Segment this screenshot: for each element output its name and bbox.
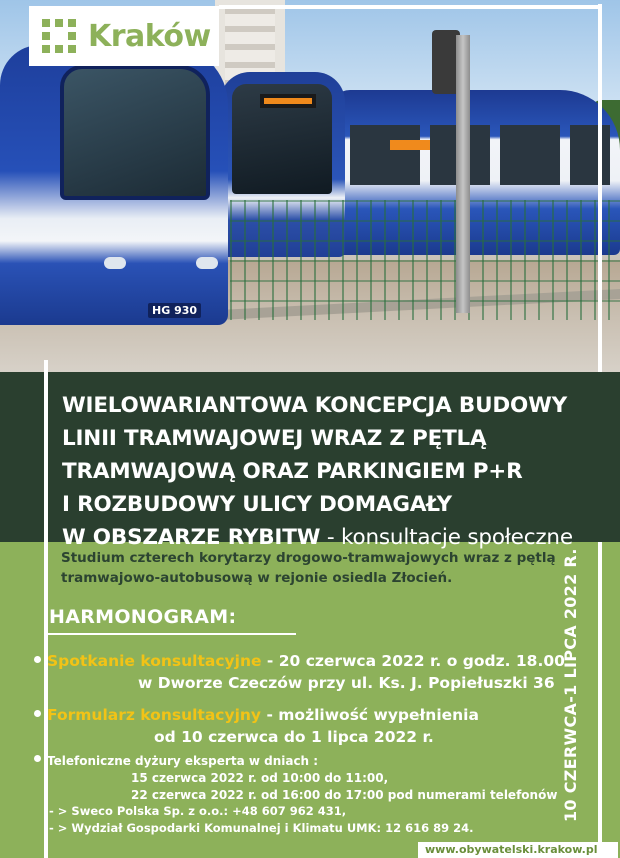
meeting-date: - 20 czerwca 2022 r. o godz. 18.00 [261,652,565,670]
tram-window [500,125,560,185]
title-line: WIELOWARIANTOWA KONCEPCJA BUDOWY [62,393,567,418]
contact-item: - > Wydział Gospodarki Komunalnej i Klimatu UMK: 12 616 89 24. [49,821,474,835]
signal-pole [456,35,470,313]
consultation-date-range: 10 CZERWCA-1 LIPCA 2022 R. [561,548,580,822]
title-last-main: W OBSZARZE RYBITW [62,525,321,550]
tram-front [0,45,228,325]
bullet-icon [34,656,41,663]
tram-destination-sign [260,94,316,108]
tram-destination-sign [390,140,430,150]
form-label: Formularz konsultacyjny [47,706,262,724]
main-title [62,389,602,554]
lead-paragraph [61,548,581,588]
krakow-logo-icon [42,19,76,53]
phone-slot: 22 czerwca 2022 r. od 16:00 do 17:00 pod numerami telefonów [131,788,558,802]
bullet-icon [34,755,41,762]
tram-headlight [196,257,218,269]
schedule-item-meeting [34,650,565,694]
schedule-item-form [34,704,479,748]
lead-line: Studium czterech korytarzy drogowo-tramwajowych wraz z pętlą [61,550,556,566]
schedule-item-phone [34,753,557,804]
title-line: I ROZBUDOWY ULICY DOMAGAŁY [62,492,452,517]
tram-headlight [104,257,126,269]
lead-line: tramwajowo-autobusową w rejonie osiedla Złocień. [61,570,453,586]
title-line: TRAMWAJOWĄ ORAZ PARKINGIEM P+R [62,459,523,484]
form-dates: od 10 czerwca do 1 lipca 2022 r. [154,728,434,746]
logo-wordmark: Kraków [88,18,211,54]
tram-window [570,125,610,185]
schedule-heading-rule [44,633,296,635]
frame-line-top [219,5,602,9]
meeting-place: w Dworze Czeczów przy ul. Ks. J. Popiełuszki 36 [138,674,555,692]
phone-slot: 15 czerwca 2022 r. od 10:00 do 11:00, [131,771,389,785]
website-link[interactable]: www.obywatelski.krakow.pl [425,843,598,856]
schedule-heading: HARMONOGRAM: [49,606,237,628]
fence [230,200,620,320]
tram-window [350,125,420,185]
contact-list [49,803,474,837]
tram-number-plate: HG 930 [148,303,201,318]
form-text: - możliwość wypełnienia [261,706,479,724]
bullet-icon [34,710,41,717]
contact-item: - > Sweco Polska Sp. z o.o.: +48 607 962 431, [49,804,347,818]
phone-intro: Telefoniczne dyżury eksperta w dniach : [47,754,319,768]
krakow-logo [29,6,219,66]
meeting-label: Spotkanie konsultacyjne [47,652,262,670]
title-line: LINII TRAMWAJOWEJ WRAZ Z PĘTLĄ [62,426,487,451]
title-subtitle: - konsultacje społeczne [320,525,573,550]
tram-windshield [60,65,210,200]
